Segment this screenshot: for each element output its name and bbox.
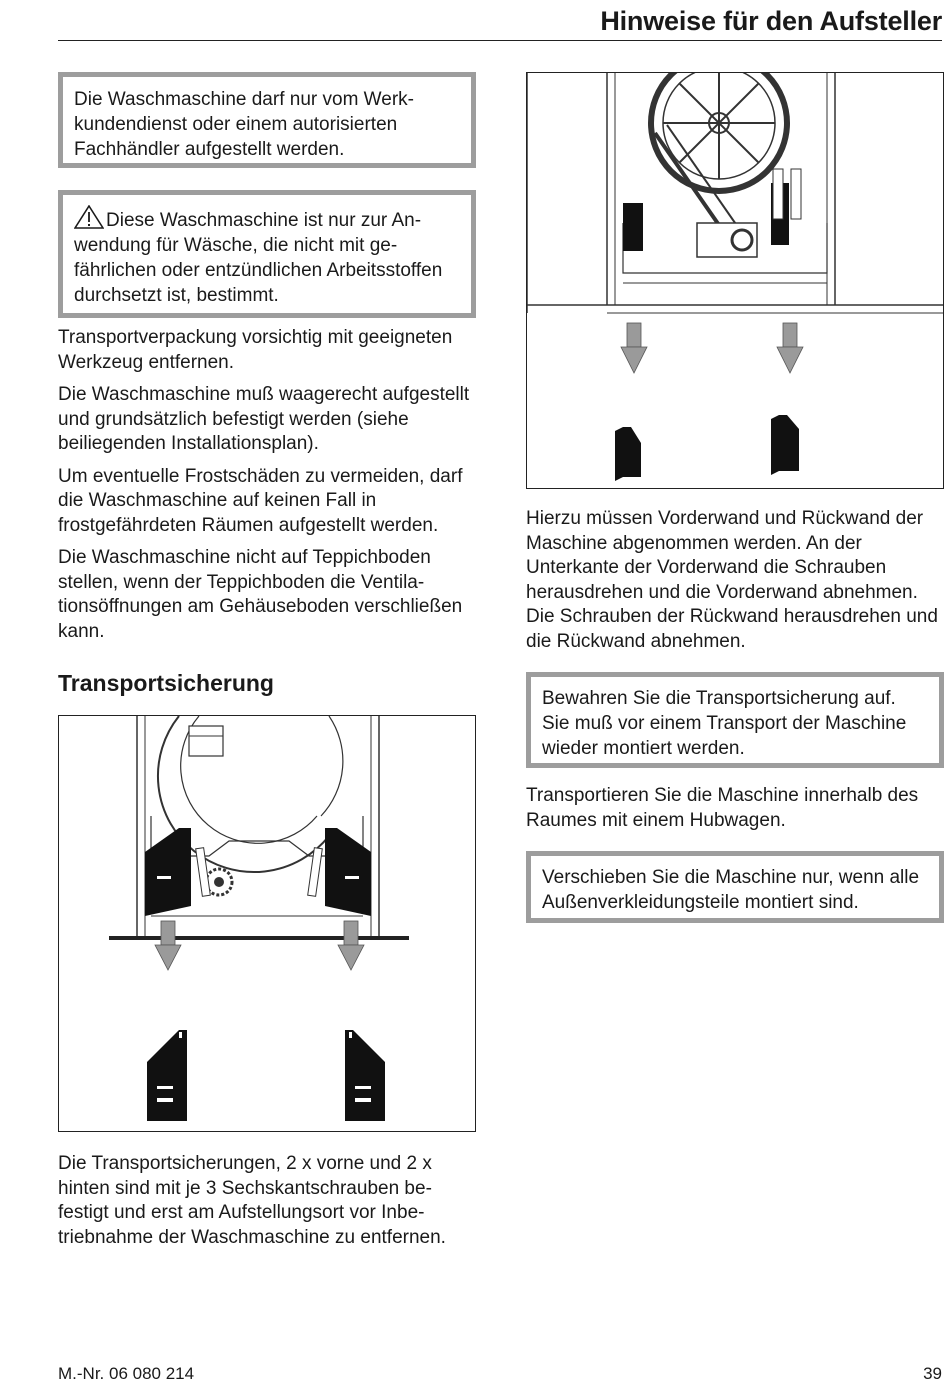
notice-installer: [58, 72, 476, 168]
para-frost: Um eventuelle Frostschäden zu vermeiden, darf die Waschmaschine auf keinen Fall in frostgefährdeten Räumen aufgestellt werden.: [58, 465, 463, 536]
para-rear-wall: Die Schrauben der Rückwand herausdrehen und die Rückwand abnehmen.: [526, 606, 938, 652]
warning-triangle-icon: [74, 205, 104, 229]
left-column: [58, 72, 476, 1250]
para-pallet-truck: Transportieren Sie die Maschine innerhalb des Raumes mit einem Hubwagen.: [526, 785, 919, 831]
para-carpet: Die Waschmaschine nicht auf Teppichboden stellen, wenn der Teppichboden die Ventilationsöffnungen am Gehäuseboden verschließen kann.: [58, 547, 463, 642]
para-transport-locks: Die Transportsicherungen, 2 x vorne und 2 x hinten sind mit je 3 Sechskantschrauben befestigt und erst am Aufstellungsort vor Inbetriebnahme der Waschmaschine zu entfernen.: [58, 1153, 446, 1248]
notice-keep-lock: [526, 672, 944, 768]
notice-move-machine-text: Verschieben Sie die Maschine nur, wenn alle Außenverkleidungsteile montiert sind.: [542, 867, 920, 913]
para-transport-packaging: Transportverpackung vorsichtig mit geeigneten Werkzeug entfernen.: [58, 327, 453, 373]
para-remove-walls: Hierzu müssen Vorderwand und Rückwand der Maschine abgenommen werden. An der Unterkante der Vorderwand die Schrauben herausdrehen und die Vorderwand abnehmen.: [526, 508, 924, 603]
footer-page-number: 39: [923, 1364, 942, 1383]
para-level-install: Die Waschmaschine muß waagerecht aufgestellt und grundsätzlich befestigt werden (siehe beiliegenden Installationsplan).: [58, 384, 470, 454]
notice-installer-text: Die Waschmaschine darf nur vom Werkkundendienst oder einem autorisierten Fachhändler aufgestellt werden.: [74, 89, 414, 160]
figure-rear-transport-locks: [526, 72, 944, 489]
notice-keep-lock-text: Bewahren Sie die Transportsicherung auf. Sie muß vor einem Transport der Maschine wieder montiert werden.: [542, 688, 907, 759]
footer-doc-number: M.-Nr. 06 080 214: [58, 1364, 195, 1383]
notice-warning: [58, 190, 476, 318]
header-rule: [58, 40, 942, 41]
notice-warning-text: Diese Waschmaschine ist nur zur Anwendung für Wäsche, die nicht mit gefährlichen oder entzündlichen Arbeitsstoffen durchsetzt ist, bestimmt.: [74, 210, 443, 306]
notice-move-machine: [526, 851, 944, 923]
front-machine-illustration: [59, 716, 476, 1132]
page-header-title: Hinweise für den Aufsteller: [600, 6, 942, 36]
rear-machine-illustration: [527, 73, 944, 489]
right-column: [526, 72, 944, 923]
section-title-transportsicherung: Transportsicherung: [58, 670, 274, 696]
figure-front-transport-locks: [58, 715, 476, 1132]
